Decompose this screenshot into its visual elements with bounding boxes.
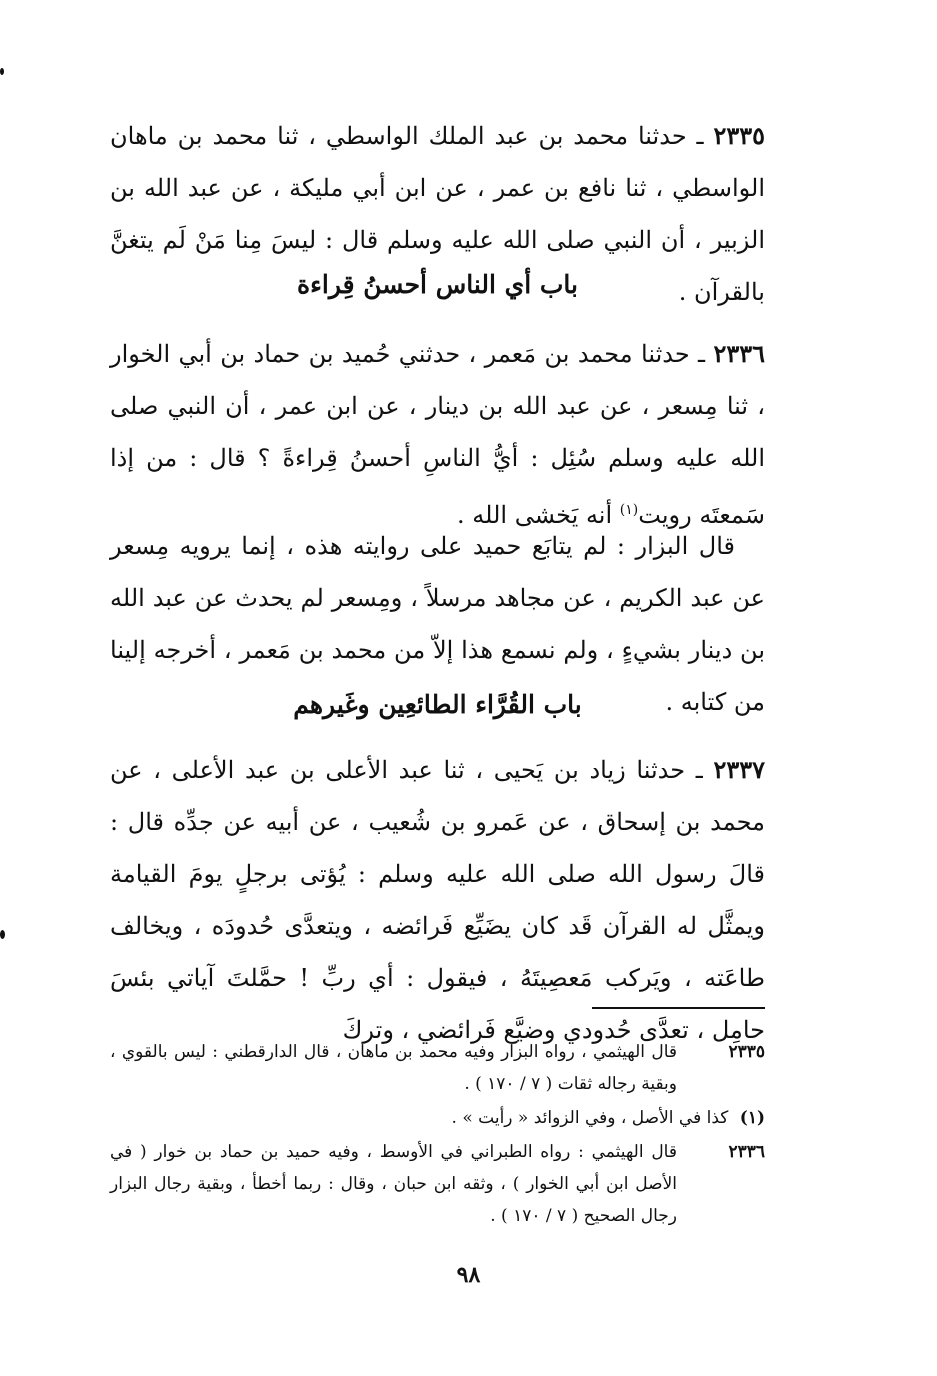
page-number: ٩٨	[456, 1262, 481, 1288]
hadith-number: ٢٣٣٧	[713, 755, 765, 784]
footnote-2335	[110, 1036, 765, 1100]
hadith-2336	[110, 328, 765, 541]
footnote-text: قال الهيثمي ، رواه البزار وفيه محمد بن ماهان ، قال الدارقطني : ليس بالقوي ، وبقية رجاله ثقات ( ٧ / ١٧٠ ) .	[110, 1042, 677, 1094]
hadith-text-continued: أنه يَخشى الله .	[457, 501, 620, 529]
footnote-number: ٢٣٣٥	[728, 1042, 765, 1062]
footnote-reference: (١)	[619, 502, 639, 518]
footnote-divider	[592, 1007, 765, 1009]
footnote-2336	[110, 1136, 765, 1232]
hadith-2337	[110, 744, 765, 1056]
footnote-number: ٢٣٣٦	[728, 1142, 765, 1162]
hadith-text: ـ حدثنا محمد بن عبد الملك الواسطي ، ثنا محمد بن ماهان الواسطي ، ثنا نافع بن عمر ، عن ابن أبي مليكة ، عن عبد الله بن الزبير ، أن النبي صلى الله عليه وسلم قال : ليسَ مِنا مَنْ لَم يتغنَّ بالقرآن .	[110, 122, 765, 306]
scan-speck	[0, 930, 5, 939]
scan-speck	[0, 68, 4, 75]
hadith-number: ٢٣٣٦	[713, 339, 765, 368]
bazzar-comment: قال البزار : لم يتابَع حميد على روايته هذه ، إنما يرويه مِسعر عن عبد الكريم ، عن مجاهد مرسلاً ، ومِسعر لم يحدث عن عبد الله بن دينار بشيءٍ ، ولم نسمع هذا إلاّ من محمد بن مَعمر ، أخرجه إلينا من كتابه .	[110, 532, 765, 716]
footnote-number: (١)	[739, 1108, 765, 1128]
hadith-number: ٢٣٣٥	[713, 121, 765, 150]
footnote-text: قال الهيثمي : رواه الطبراني في الأوسط ، وفيه حميد بن حماد بن خوار ( في الأصل ابن أبي الخوار ) ، وثقه ابن حبان ، وقال : ربما أخطأ ، وبقية رجال البزار رجال الصحيح ( ٧ / ١٧٠ ) .	[110, 1142, 677, 1226]
footnote-text: كذا في الأصل ، وفي الزوائد « رأيت » .	[451, 1108, 729, 1128]
hadith-text: ـ حدثنا محمد بن مَعمر ، حدثني حُميد بن حماد بن أبي الخوار ، ثنا مِسعر ، عن عبد الله بن دينار ، عن ابن عمر ، أن النبي صلى الله عليه وسلم سُئِل : أيُّ الناسِ أحسنُ قِراءةً ؟ قال : من إذا سَمعتَه رويت	[110, 340, 765, 529]
footnote-1	[110, 1102, 765, 1134]
chapter-heading: باب أي الناس أحسنُ قِراءة	[297, 270, 578, 299]
hadith-text: ـ حدثنا زياد بن يَحيى ، ثنا عبد الأعلى بن عبد الأعلى ، عن محمد بن إسحاق ، عن عَمرو بن شُعيب ، عن أبيه عن جدِّه قال : قالَ رسول الله صلى الله عليه وسلم : يُؤتى برجلٍ يومَ القيامة ويمثَّل له القرآن قَد كان يضَيِّع فَرائضه ، ويتعدَّى حُدودَه ، ويخالف طاعَته ، ويَركب مَعصِيتَهُ ، فيقول : أي ربِّ ! حمَّلتَ آياتي بئسَ حامِل ، تعدَّى حُدودي وضيَّع فَرائضي ، وتركَ	[110, 756, 765, 1044]
chapter-heading: باب القُرَّاء الطائعِين وغَيرهم	[293, 690, 582, 719]
